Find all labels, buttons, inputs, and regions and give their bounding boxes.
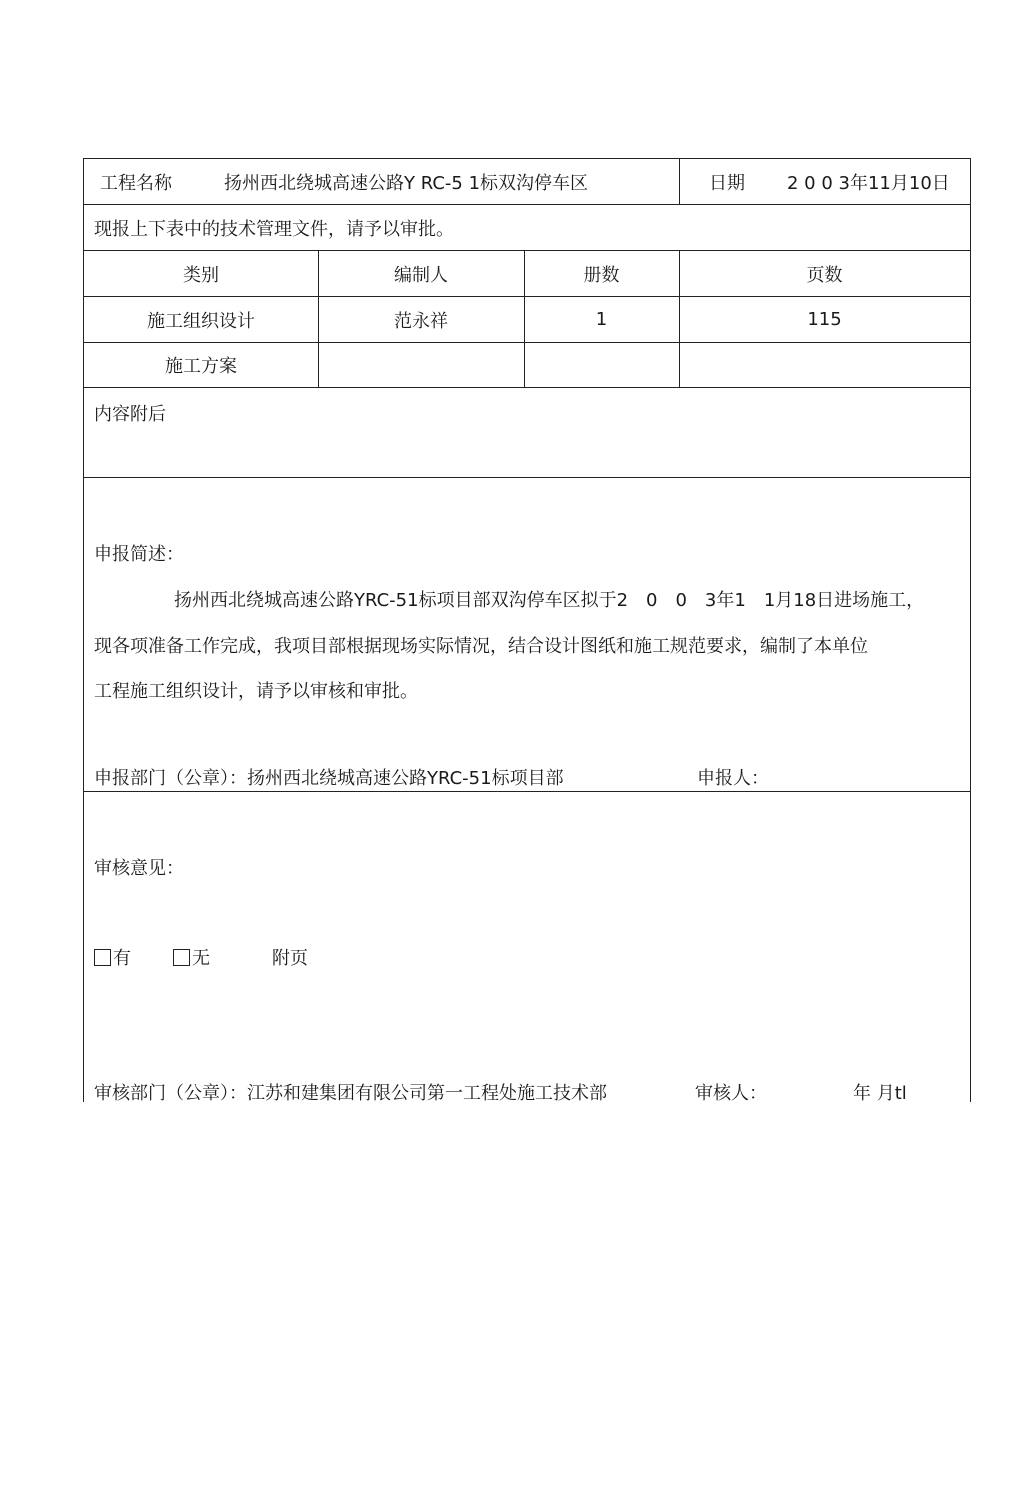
application-form [83,158,971,1102]
cell-category: 施工组织设计 [147,310,255,332]
reviewer-label: 审核人： [695,1083,767,1104]
attachment-row [84,388,970,478]
option-none[interactable] [173,944,210,970]
col-header-category: 类别 [183,264,219,286]
review-section [84,792,970,1103]
cell-author: 范永祥 [394,310,448,332]
review-title: 审核意见： [94,858,184,879]
review-date: 年 月tl [853,1083,907,1104]
cell-volumes [524,343,679,387]
project-name-value: 扬州西北绕城高速公路Y RC-5 1标双沟停车区 [224,172,589,194]
declaration-line-2: 现各项准备工作完成，我项目部根据现场实际情况，结合设计图纸和施工规范要求，编制了本单位 [94,636,868,657]
declaration-section [84,478,970,792]
date-label: 日期 [709,172,745,194]
col-header-author: 编制人 [394,264,448,286]
declaration-line-1: 扬州西北绕城高速公路YRC-51标项目部双沟停车区拟于2 0 0 3年1 1月18日进场施工， [174,590,925,611]
cell-category: 施工方案 [165,356,237,377]
table-header-row [84,251,970,297]
attach-page-label: 附页 [272,948,308,969]
declaration-title: 申报简述： [94,544,184,565]
date-value: 2 0 0 3年11月10日 [787,172,950,194]
applicant-label: 申报人： [697,768,769,789]
cell-pages: 115 [807,309,842,330]
project-name-label: 工程名称 [100,172,172,194]
checkbox-has[interactable] [94,949,111,966]
intro-row [84,205,970,251]
option-has[interactable] [94,944,131,970]
intro-text: 现报上下表中的技术管理文件，请予以审批。 [94,218,454,240]
checkbox-none[interactable] [173,949,190,966]
cell-pages [679,343,970,387]
table-row [84,343,970,388]
attachment-note: 内容附后 [94,404,166,425]
declaration-dept: 申报部门（公章）：扬州西北绕城高速公路YRC-51标项目部 [94,768,564,789]
declaration-line-3: 工程施工组织设计，请予以审核和审批。 [94,681,418,702]
header-row [84,159,970,205]
col-header-volumes: 册数 [583,264,620,286]
cell-volumes: 1 [595,309,608,330]
col-header-pages: 页数 [806,264,843,286]
cell-author [318,343,524,387]
table-row [84,297,970,343]
option-none-label: 无 [192,948,210,969]
option-has-label: 有 [113,948,131,969]
review-dept: 审核部门（公章）：江苏和建集团有限公司第一工程处施工技术部 [94,1083,607,1104]
